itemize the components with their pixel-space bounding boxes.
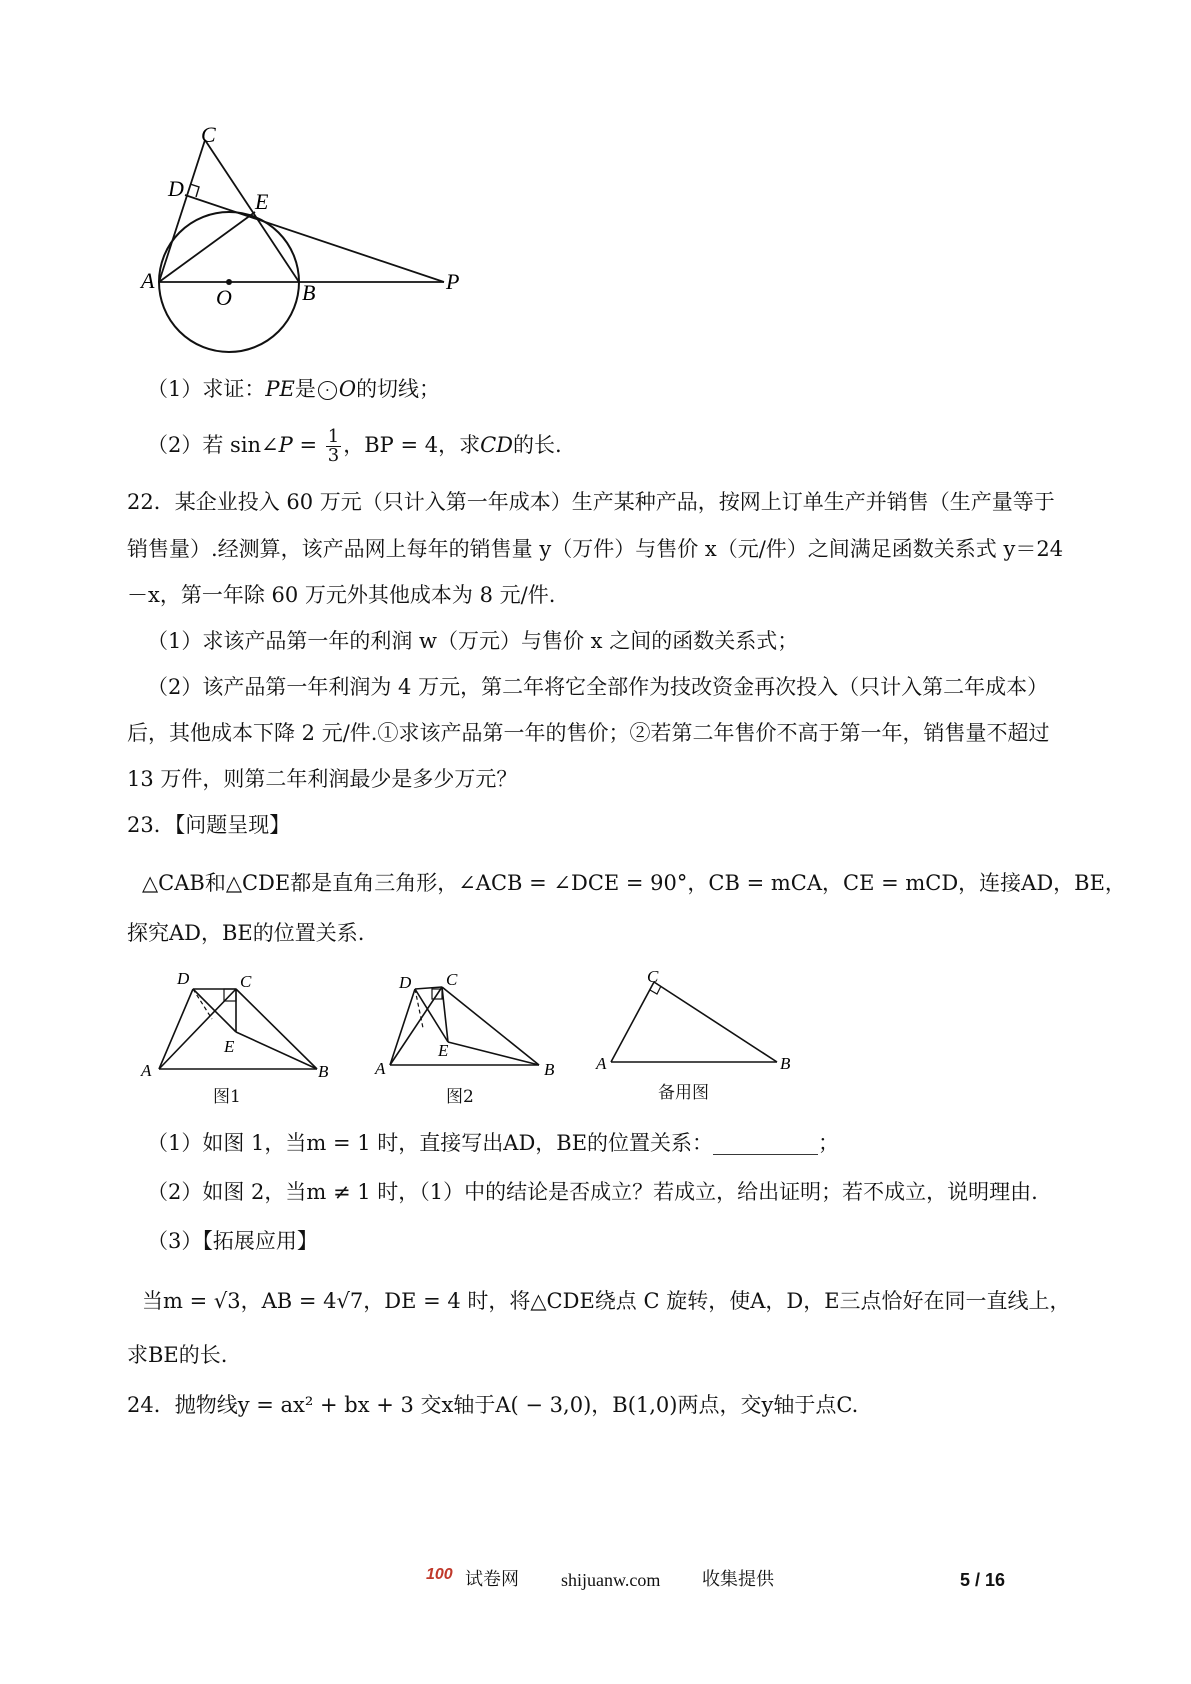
site-logo: 100 <box>426 1566 453 1583</box>
figure-23-1-caption: 图1 <box>213 1087 241 1107</box>
q21-part1: （1）求证：PE是 · O的切线； <box>147 377 441 401</box>
figure-23-backup-caption: 备用图 <box>658 1083 709 1103</box>
q21-part2: （2）若 sin∠P = $\frac{1}{3}$ ，BP = 4，求CD的长. <box>147 426 562 466</box>
svg-text:E: E <box>438 1041 449 1060</box>
figure-23-backup <box>595 967 791 1073</box>
figure-23-2 <box>374 970 555 1079</box>
q22-part2-line1: （2）该产品第一年利润为 4 万元，第二年将它全部作为技改资金再次投入（只计入第二年成本） <box>147 675 1049 699</box>
footer-domain[interactable]: shijuanw.com <box>561 1570 661 1590</box>
svg-text:B: B <box>544 1060 555 1079</box>
svg-text:A: A <box>141 1061 152 1080</box>
svg-text:B: B <box>780 1054 791 1073</box>
svg-text:E: E <box>224 1037 235 1056</box>
svg-text:C: C <box>647 967 659 986</box>
q22-line3: －x，第一年除 60 万元外其他成本为 8 元/件. <box>127 583 556 607</box>
label-P: P <box>446 269 460 294</box>
q23-part3-line1: 当m = √3，AB = 4√7，DE = 4 时，将△CDE绕点 C 旋转，使A，D，E三点恰好在同一直线上， <box>142 1289 1071 1313</box>
svg-text:A: A <box>375 1059 386 1078</box>
q23-statement-line2: 探究AD，BE的位置关系. <box>127 921 365 945</box>
q22-line2: 销售量）.经测算，该产品网上每年的销售量 y（万件）与售价 x（元/件）之间满足函数关系式 y＝24 <box>127 537 1064 561</box>
svg-text:D: D <box>399 973 412 992</box>
footer-site-name: 试卷网 <box>465 1569 519 1590</box>
q23-title: 23．【问题呈现】 <box>127 813 291 837</box>
svg-text:C: C <box>446 970 458 989</box>
q23-part2: （2）如图 2，当m ≠ 1 时，（1）中的结论是否成立？若成立，给出证明；若不成立，说明理由. <box>147 1180 1038 1204</box>
svg-text:D: D <box>177 969 190 988</box>
label-D: D <box>168 176 184 201</box>
q23-statement-line1: △CAB和△CDE都是直角三角形，∠ACB = ∠DCE = 90°，CB = mCA，CE = mCD，连接AD，BE， <box>142 871 1126 895</box>
q22-part2-line3: 13 万件，则第二年利润最少是多少万元？ <box>127 767 518 791</box>
q23-part3-title: （3）【拓展应用】 <box>147 1229 318 1253</box>
q22-line1: 22．某企业投入 60 万元（只计入第一年成本）生产某种产品，按网上订单生产并销售（生产量等于 <box>127 490 1055 514</box>
q23-part1: （1）如图 1，当m = 1 时，直接写出AD，BE的位置关系：__________； <box>147 1131 840 1155</box>
label-O: O <box>216 285 232 310</box>
label-A: A <box>141 268 155 293</box>
svg-text:A: A <box>596 1054 607 1073</box>
label-B: B <box>302 280 316 305</box>
figure-23-triangles <box>0 960 1191 1120</box>
figure-23-1 <box>140 969 329 1081</box>
svg-text:B: B <box>318 1062 329 1081</box>
page-number: 5 / 16 <box>960 1570 1006 1590</box>
q22-part2-line2: 后，其他成本下降 2 元/件.①求该产品第一年的售价；②若第二年售价不高于第一年，销售量不超过 <box>127 721 1050 745</box>
q23-part3-line2: 求BE的长. <box>127 1343 228 1367</box>
footer-note: 收集提供 <box>702 1569 774 1590</box>
q22-part1: （1）求该产品第一年的利润 w（万元）与售价 x 之间的函数关系式； <box>147 629 799 653</box>
label-E: E <box>255 189 269 214</box>
svg-text:C: C <box>240 972 252 991</box>
figure-21-circle-tangent <box>0 0 1191 360</box>
label-C: C <box>201 122 216 147</box>
figure-23-2-caption: 图2 <box>446 1087 474 1107</box>
q24-line1: 24．抛物线y = ax² + bx + 3 交x轴于A( − 3,0)，B(1,0)两点，交y轴于点C. <box>127 1393 859 1417</box>
